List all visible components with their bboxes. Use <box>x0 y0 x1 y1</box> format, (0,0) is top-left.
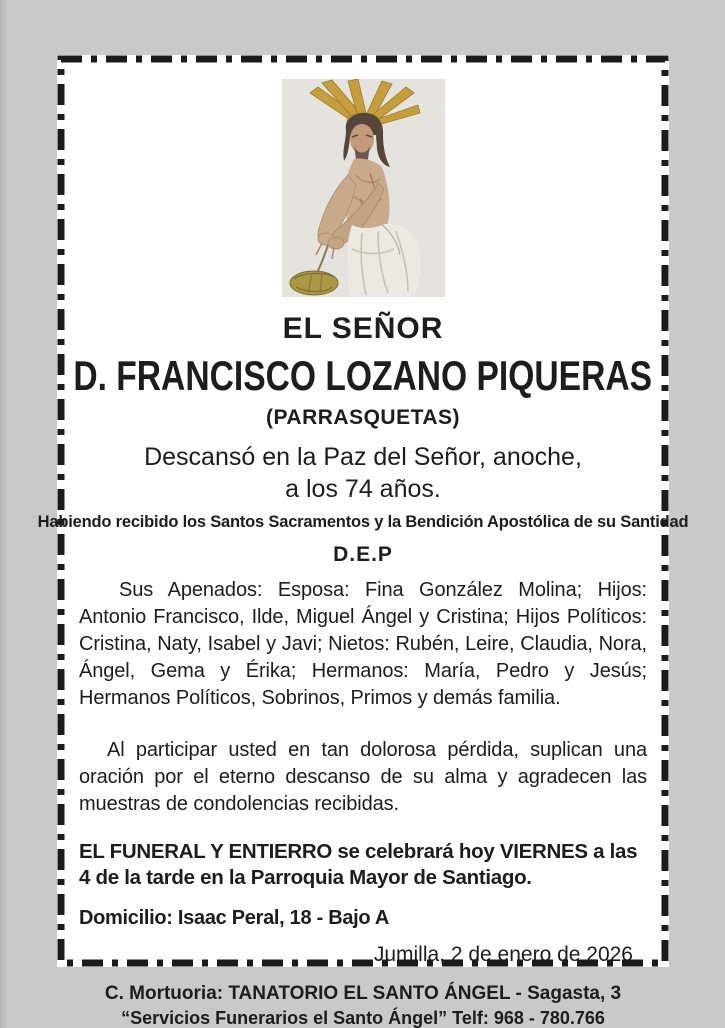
deceased-name: D. FRANCISCO LOZANO PIQUERAS <box>73 352 653 399</box>
death-announcement-line2: a los 74 años. <box>285 474 441 503</box>
funeral-services-line: “Servicios Funerarios el Santo Ángel” Telf: 968 - 780.766 <box>121 1007 605 1028</box>
family-paragraph: Sus Apenados: Esposa: Fina González Molina; Hijos: Antonio Francisco, Ilde, Miguel Ángel y Cristina; Hijos Políticos: Cristina, Naty, Isabel y Javi; Nietos: Rubén, Leire, Claudia, Nora, Ángel, Gema y Érika; Hermanos: María, Pedro y Jesús; Hermanos Políticos, Sobrinos, Primos y demás familia. <box>79 578 647 709</box>
place-date-line: Jumilla, 2 de enero de 2026 <box>373 942 633 966</box>
esquela-card <box>37 55 689 1028</box>
statue-drapery <box>347 224 421 297</box>
death-announcement-line1: Descansó en la Paz del Señor, anoche, <box>144 443 582 471</box>
home-address-line: Domicilio: Isaac Peral, 18 - Bajo A <box>79 906 389 929</box>
rip-abbreviation: D.E.P <box>333 542 393 566</box>
christ-statue-illustration <box>282 79 445 297</box>
condolence-paragraph: Al participar usted en tan dolorosa pérdida, suplican una oración por el eterno descanso de su alma y agradecen las muestras de condolencias recibidas. <box>79 738 647 815</box>
funeral-announcement: EL FUNERAL Y ENTIERRO se celebrará hoy VIERNES a las 4 de la tarde en la Parroquia Mayor de Santiago. <box>79 839 638 889</box>
mortuary-chapel-line: C. Mortuoria: TANATORIO EL SANTO ÁNGEL - Sagasta, 3 <box>104 982 622 1004</box>
nickname: (PARRASQUETAS) <box>265 406 461 429</box>
christ-statue-photo <box>282 79 445 297</box>
header-el-senor: EL SEÑOR <box>282 312 444 345</box>
esquela-content <box>37 55 689 1028</box>
scourge-bundle <box>290 271 338 295</box>
sacraments-line: Habiendo recibido los Santos Sacramentos y la Bendición Apostólica de su Santidad <box>37 512 689 531</box>
